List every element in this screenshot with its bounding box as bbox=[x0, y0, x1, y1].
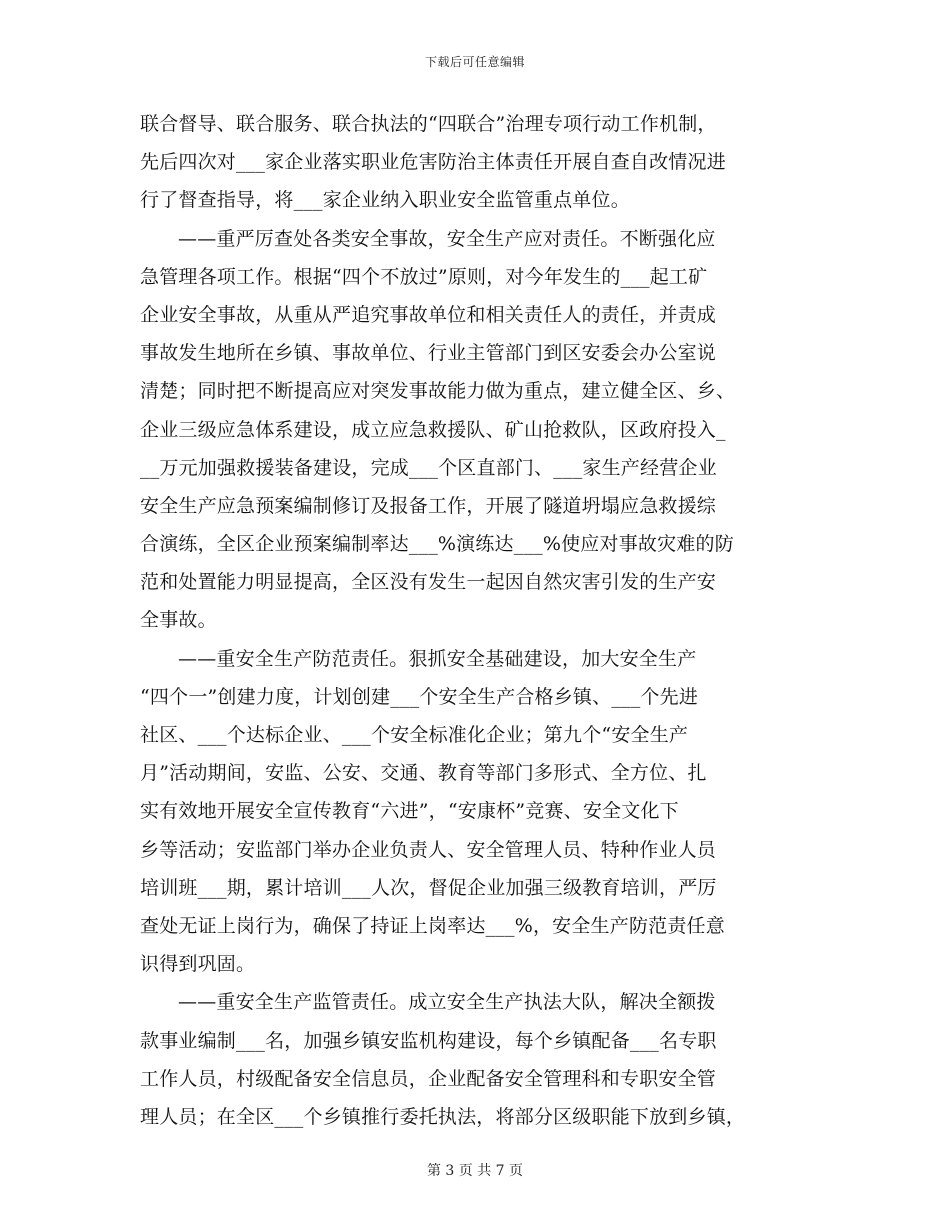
page-header-note: 下载后可任意编辑 bbox=[424, 55, 525, 69]
text-line: 联合督导、联合服务、联合执法的“四联合”治理专项行动工作机制， bbox=[140, 113, 717, 135]
text-line: 企业三级应急体系建设，成立应急救援队、矿山抢救队，区政府投入_ bbox=[140, 418, 726, 441]
text-line: 安全生产应急预案编制修订及报备工作，开展了隧道坍塌应急救援综 bbox=[140, 494, 717, 517]
page-footer-number: 第 3 页 共 7 页 bbox=[426, 1163, 524, 1179]
text-line: “四个一”创建力度，计划创建___个安全生产合格乡镇、___个先进 bbox=[140, 685, 699, 708]
text-line: 培训班___期，累计培训___人次，督促企业加强三级教育培训，严厉 bbox=[140, 876, 717, 899]
text-line: 实有效地开展安全宣传教育“六进”，“安康杯”竞赛、安全文化下 bbox=[140, 800, 679, 823]
text-line: 款事业编制___名，加强乡镇安监机构建设，每个乡镇配备___名专职 bbox=[140, 1029, 717, 1052]
text-line-paragraph-start: ——重严厉查处各类安全事故，安全生产应对责任。不断强化应 bbox=[178, 227, 716, 250]
text-line: 清楚；同时把不断提高应对突发事故能力做为重点，建立健全区、乡、 bbox=[140, 380, 736, 403]
text-line-paragraph-start: ——重安全生产防范责任。狠抓安全基础建设，加大安全生产 bbox=[178, 647, 697, 670]
text-line-paragraph-start: ——重安全生产监管责任。成立安全生产执法大队，解决全额拨 bbox=[178, 991, 716, 1014]
text-line: 先后四次对___家企业落实职业危害防治主体责任开展自查自改情况进 bbox=[140, 151, 726, 174]
text-line: 社区、___个达标企业、___个安全标准化企业；第九个“安全生产 bbox=[140, 724, 689, 746]
document-body bbox=[140, 105, 830, 1136]
text-line: 合演练，全区企业预案编制率达___%演练达___%使应对事故灾难的防 bbox=[140, 533, 734, 556]
text-line: 全事故。 bbox=[140, 609, 217, 632]
text-line: 乡等活动；安监部门举办企业负责人、安全管理人员、特种作业人员 bbox=[140, 838, 717, 861]
text-line: 月”活动期间，安监、公安、交通、教育等部门多形式、全方位、扎 bbox=[140, 762, 707, 785]
text-line: 理人员；在全区___个乡镇推行委托执法，将部分区级职能下放到乡镇， bbox=[140, 1105, 746, 1128]
text-line: __万元加强救援装备建设，完成___个区直部门、___家生产经营企业 bbox=[140, 456, 717, 479]
text-line: 行了督查指导，将___家企业纳入职业安全监管重点单位。 bbox=[140, 189, 630, 212]
text-line: 急管理各项工作。根据“四个不放过”原则，对今年发生的___起工矿 bbox=[140, 265, 708, 288]
text-line: 事故发生地所在乡镇、事故单位、行业主管部门到区安委会办公室说 bbox=[140, 342, 717, 365]
text-line: 识得到巩固。 bbox=[140, 953, 256, 976]
text-line: 范和处置能力明显提高，全区没有发生一起因自然灾害引发的生产安 bbox=[140, 571, 717, 594]
text-line: 查处无证上岗行为，确保了持证上岗率达___%，安全生产防范责任意 bbox=[140, 914, 725, 937]
text-line: 企业安全事故，从重从严追究事故单位和相关责任人的责任，并责成 bbox=[140, 303, 717, 326]
text-line: 工作人员，村级配备安全信息员，企业配备安全管理科和专职安全管 bbox=[140, 1067, 717, 1090]
